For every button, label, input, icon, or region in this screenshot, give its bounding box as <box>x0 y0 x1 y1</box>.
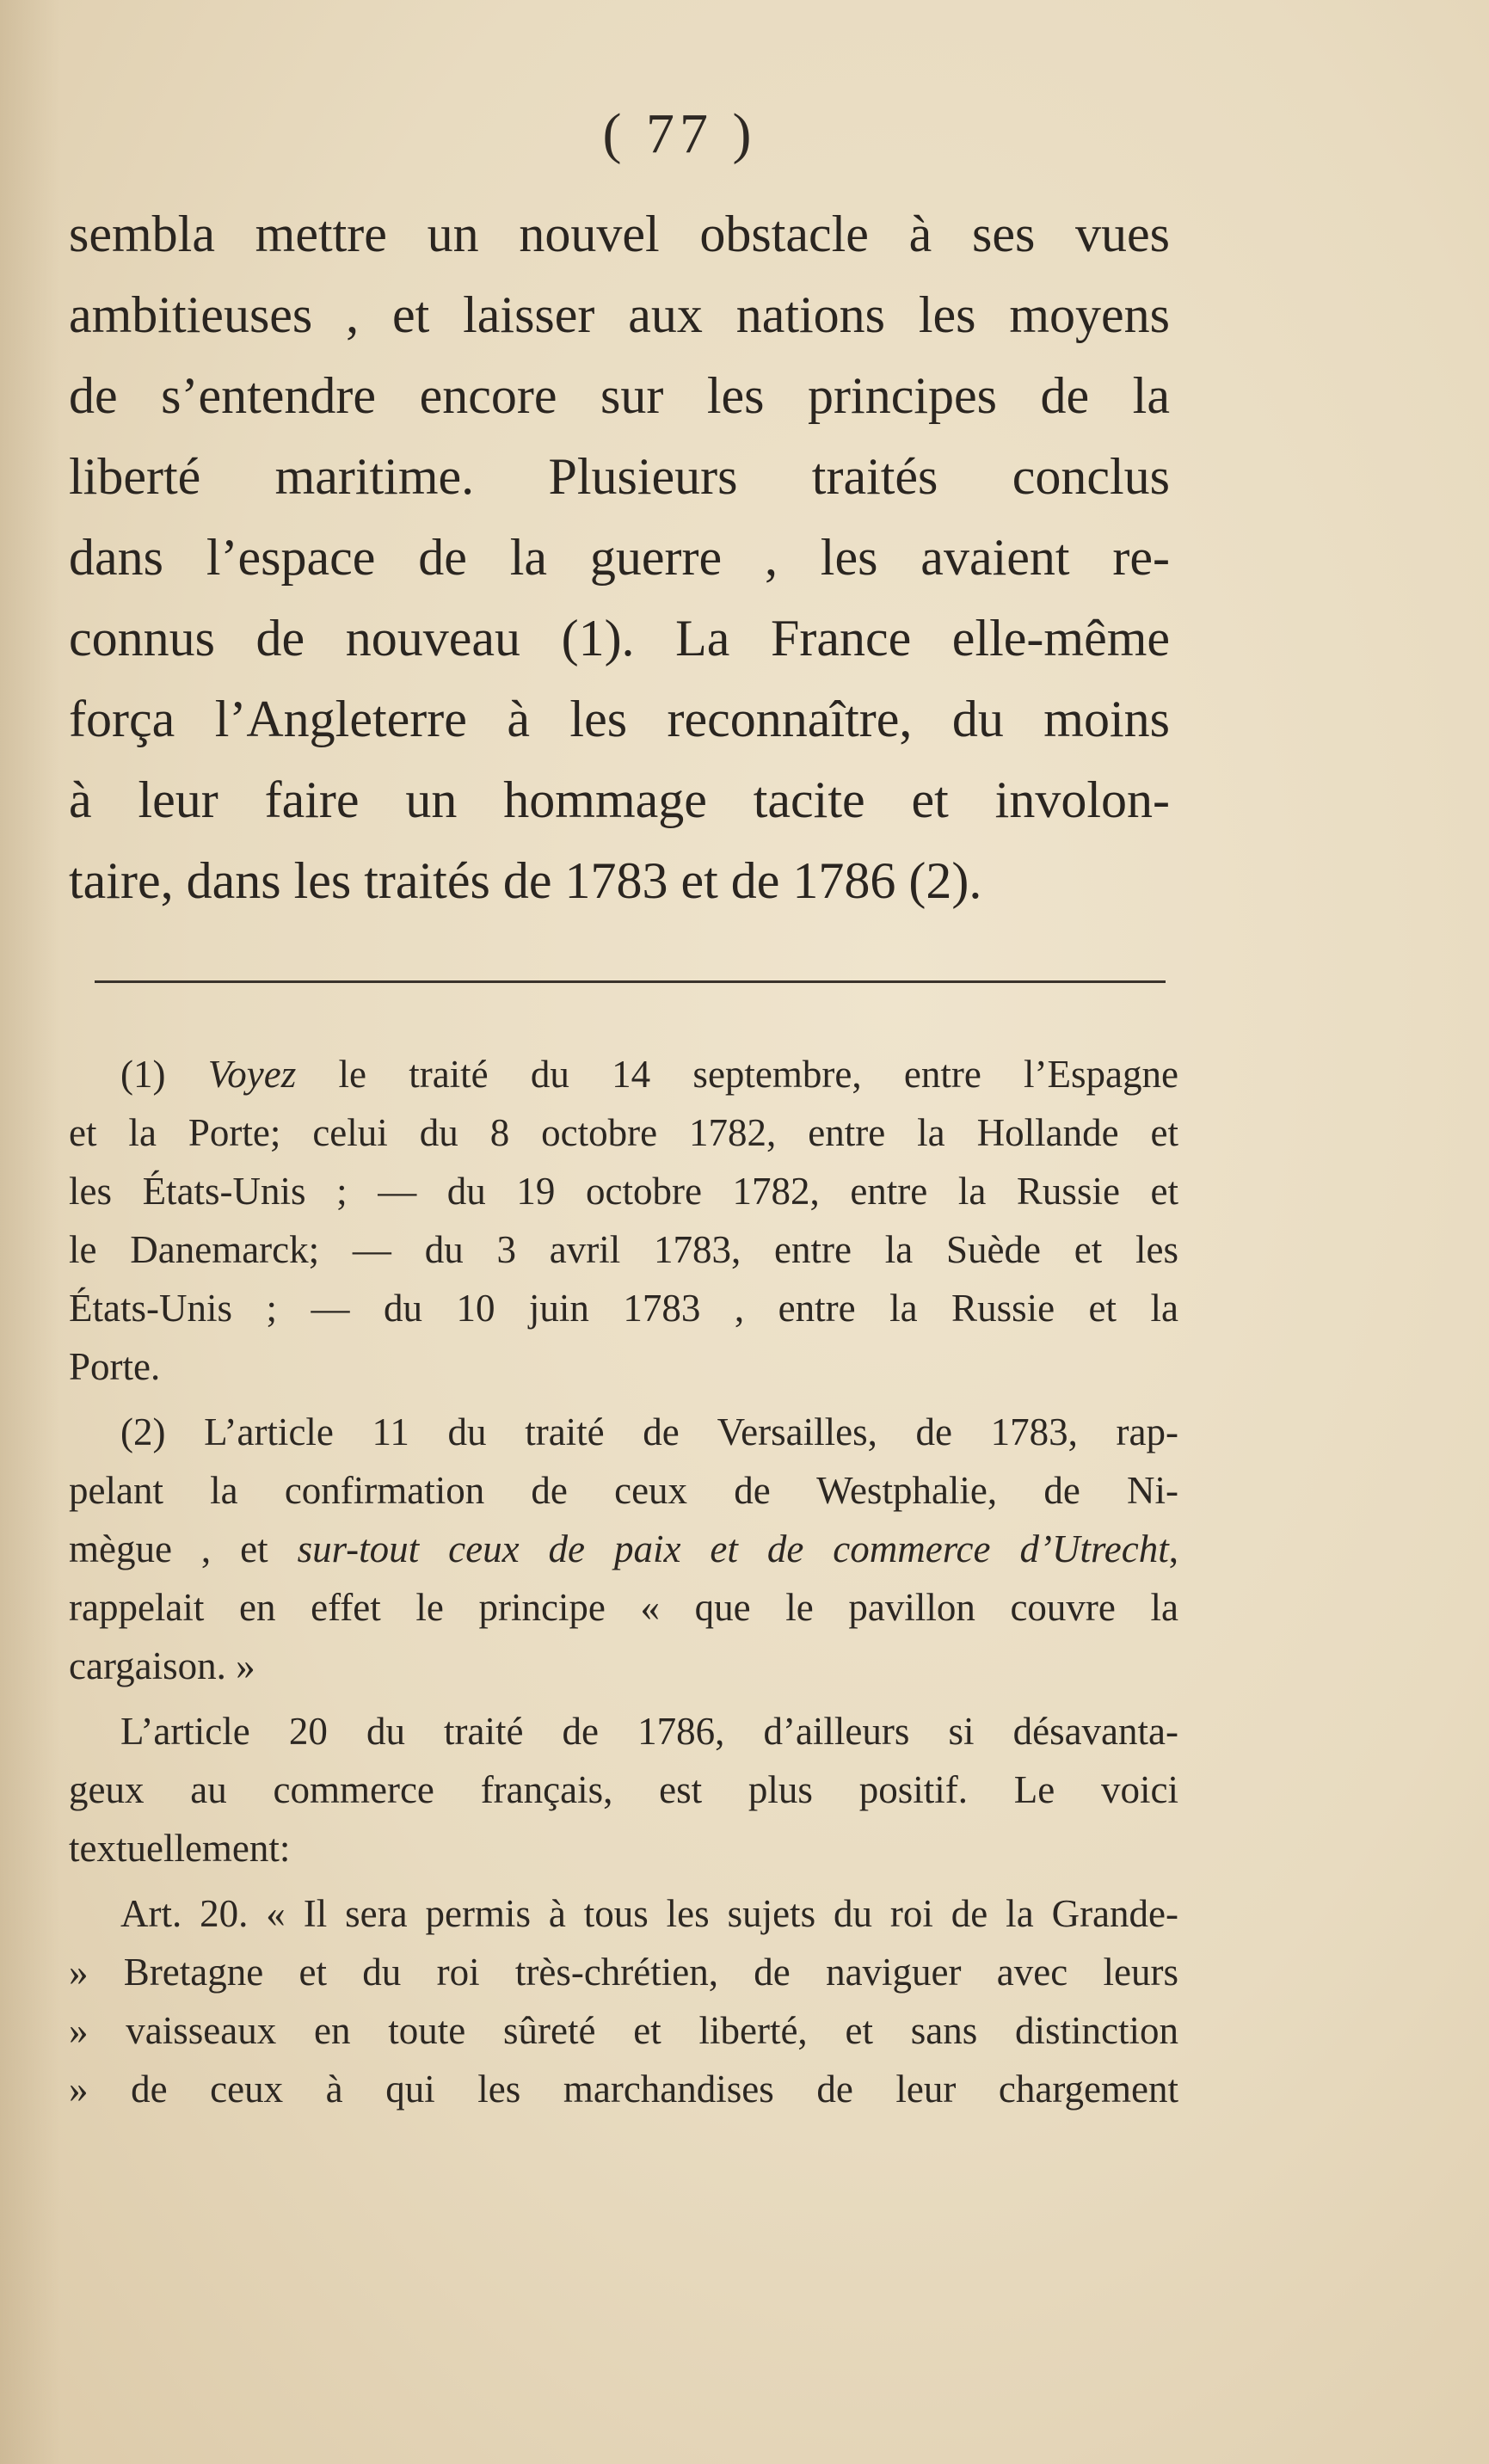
article-20-line: » vaisseaux en toute sûreté et liberté, et sans distinction <box>69 2009 1178 2052</box>
footnote-italic-text: Voyez <box>207 1053 297 1096</box>
body-line: força l’Angleterre à les reconnaître, du moins <box>69 691 1170 747</box>
body-line: liberté maritime. Plusieurs traités conclus <box>69 448 1170 505</box>
footnote-1-line: le Danemarck; — du 3 avril 1783, entre la Suède et les <box>69 1228 1178 1271</box>
footnote-2-line: pelant la confirmation de ceux de Westphalie, de Ni- <box>69 1469 1178 1512</box>
body-line: sembla mettre un nouvel obstacle à ses vues <box>69 206 1170 262</box>
footnote-3-line: textuellement: <box>69 1827 291 1870</box>
footnote-2-line: cargaison. » <box>69 1644 255 1687</box>
body-line: taire, dans les traités de 1783 et de 1786 (2). <box>69 852 982 909</box>
footnote-text: mègue , et <box>69 1527 298 1570</box>
body-line: dans l’espace de la guerre , les avaient re- <box>69 529 1170 586</box>
body-line: à leur faire un hommage tacite et involon- <box>69 771 1170 828</box>
footnote-marker: (1) <box>120 1053 166 1096</box>
footnote-1-line: les États-Unis ; — du 19 octobre 1782, entre la Russie et <box>69 1170 1178 1213</box>
page-gutter-shadow <box>0 0 60 2464</box>
article-20-line: » de ceux à qui les marchandises de leur chargement <box>69 2068 1178 2111</box>
footnote-text: , <box>1168 1527 1178 1570</box>
footnote-italic-text: sur-tout ceux de paix et de commerce d’Utrecht <box>297 1527 1169 1570</box>
footnote-2-line: (2) L’article 11 du traité de Versailles, de 1783, rap- <box>120 1410 1178 1453</box>
footnote-text: le traité du 14 septembre, entre l’Espagne <box>296 1053 1178 1096</box>
footnote-separator-rule <box>95 980 1166 983</box>
footnote-1-line: et la Porte; celui du 8 octobre 1782, entre la Hollande et <box>69 1111 1178 1154</box>
footnote-3-line: L’article 20 du traité de 1786, d’ailleurs si désavanta- <box>120 1710 1178 1753</box>
body-line: ambitieuses , et laisser aux nations les moyens <box>69 286 1170 343</box>
footnote-3-line: geux au commerce français, est plus positif. Le voici <box>69 1768 1178 1811</box>
footnote-2-line <box>69 1520 1178 1578</box>
footnote-1-line <box>69 1045 1178 1103</box>
body-line: de s’entendre encore sur les principes de la <box>69 367 1170 424</box>
body-line: connus de nouveau (1). La France elle-même <box>69 610 1170 667</box>
footnotes <box>69 1045 1178 2118</box>
article-20-line: Art. 20. « Il sera permis à tous les sujets du roi de la Grande- <box>120 1892 1178 1935</box>
footnote-1-line: Porte. <box>69 1345 161 1388</box>
footnote-1-line: États-Unis ; — du 10 juin 1783 , entre la Russie et la <box>69 1287 1178 1330</box>
body-text <box>69 194 1170 921</box>
page-number: ( 77 ) <box>602 102 757 165</box>
article-20-line: » Bretagne et du roi très-chrétien, de naviguer avec leurs <box>69 1951 1178 1994</box>
footnote-2-line: rappelait en effet le principe « que le pavillon couvre la <box>69 1586 1178 1629</box>
